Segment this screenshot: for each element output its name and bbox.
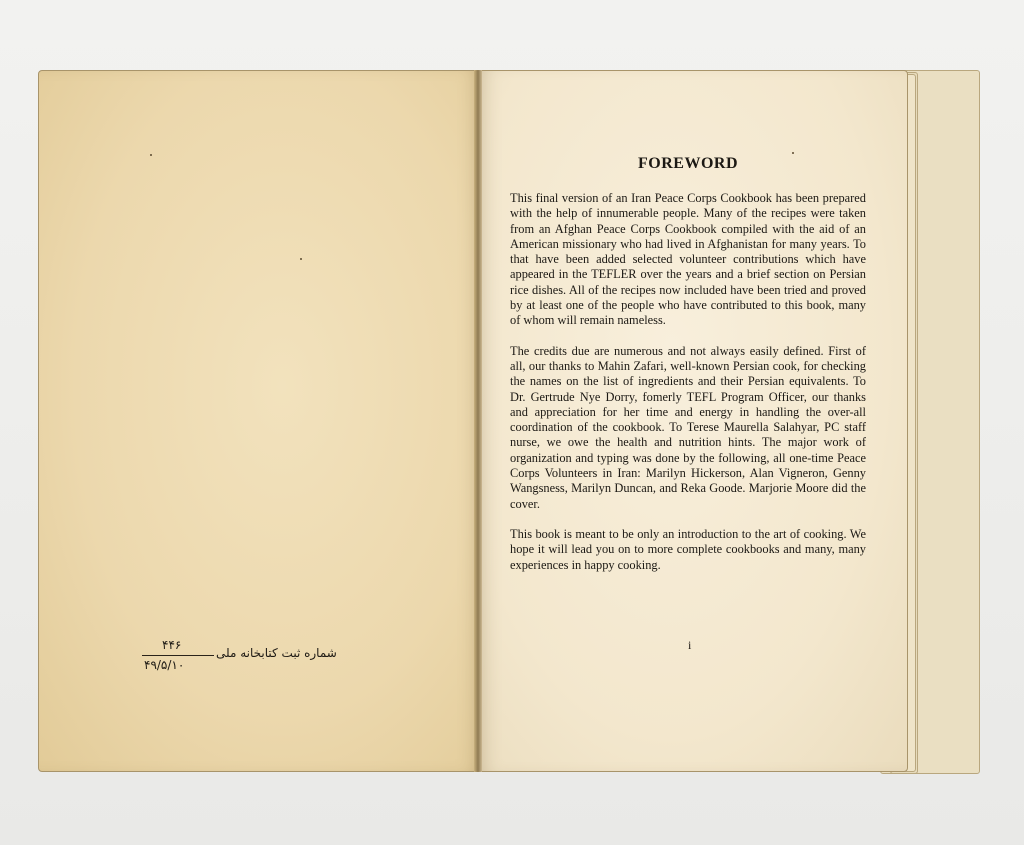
stamp-divider-line bbox=[142, 655, 214, 656]
foreword-content bbox=[510, 155, 866, 588]
foreword-paragraph-2: The credits due are numerous and not always easily defined. First of all, our thanks to Mahin Zafari, well-known Persian cook, for checking the names on the list of ingredients and their Persian equivalents. To Dr. Gertrude Nye Dorry, fomerly TEFL Program Officer, our thanks and appreciation for her time and energy in handling the over-all coordination of the cookbook. To Terese Maurella Salahyar, PC staff nurse, we owe the health and nutrition hints. The major work of organization and typing was done by the following, all one-time Peace Corps Volunteers in Iran: Marilyn Hickerson, Alan Vigneron, Genny Wangsness, Marilyn Duncan, and Reka Goode. Marjorie Moore did the cover. bbox=[510, 343, 866, 511]
paper-speck bbox=[300, 258, 302, 260]
foreword-paragraph-1: This final version of an Iran Peace Corps Cookbook has been prepared with the help of innumerable people. Many of the recipes were taken from an Afghan Peace Corps Cookbook compiled with the aid of an American missionary who had lived in Afghanistan for many years. To that have been added selected volunteer contributions which have appeared in the TEFLER over the years and a brief section on Persian rice dishes. All of the recipes now included have been tried and proved by at least one of the people who have contributed to this book, many of whom will remain nameless. bbox=[510, 191, 866, 328]
paper-speck bbox=[150, 154, 152, 156]
page-title: FOREWORD bbox=[638, 155, 738, 172]
registration-date: ۴۹/۵/۱۰ bbox=[144, 658, 185, 672]
page-number: i bbox=[688, 638, 692, 652]
library-registration-stamp bbox=[140, 638, 350, 678]
registration-number: ۴۴۶ bbox=[162, 638, 182, 652]
foreword-paragraph-3: This book is meant to be only an introduction to the art of cooking. We hope it will lead you on to more complete cookbooks and many, many experiences in happy cooking. bbox=[510, 526, 866, 572]
book-gutter bbox=[474, 70, 482, 772]
registration-label: شماره ثبت کتابخانه ملی bbox=[216, 646, 337, 660]
paper-speck bbox=[792, 152, 794, 154]
